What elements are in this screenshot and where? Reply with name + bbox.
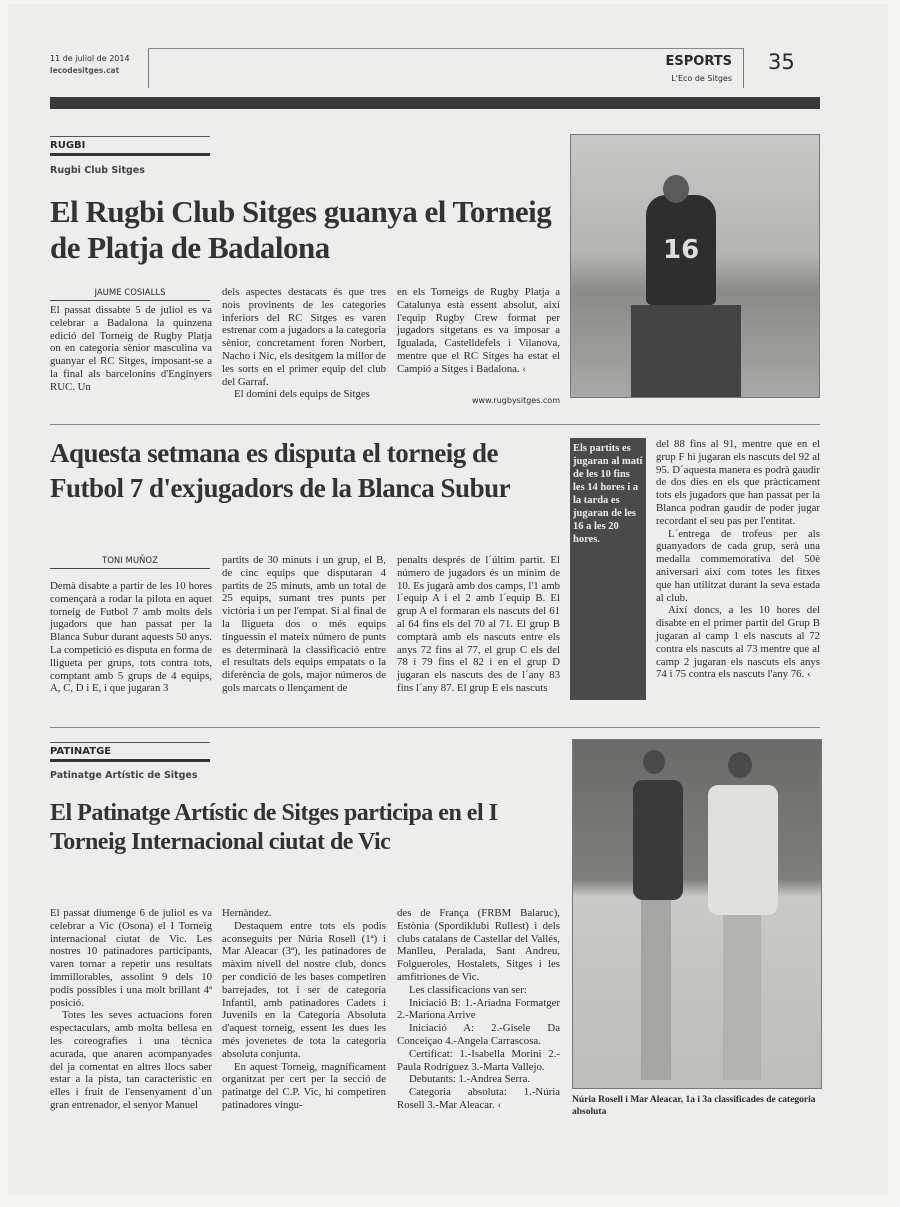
rugby-photo bbox=[570, 134, 820, 398]
divider bbox=[148, 48, 149, 88]
section-label: RUGBI bbox=[50, 136, 210, 156]
byline: TONI MUÑOZ bbox=[50, 556, 210, 569]
article-column: partits de 30 minuts i un grup, el B, de cinc equips que disputaran 4 partits de 25 minuts, amb un total de 25 equips, sumant tres punts per victòria i un per l'empat. Si al final de la lligueta dos o més equips tinguessin el mateix número de punts es determinarà la classificació entre el resultats dels equips empatats o la diferència de gols, major números de gols marcats o llençament de bbox=[222, 554, 386, 694]
headline: El Rugbi Club Sitges guanya el Torneig de Platja de Badalona bbox=[50, 194, 552, 265]
skater-figure bbox=[633, 780, 683, 900]
page-number: 35 bbox=[768, 50, 795, 74]
player-head bbox=[663, 175, 689, 203]
skater-head bbox=[728, 752, 752, 778]
section-label: PATINATGE bbox=[50, 742, 210, 762]
article-column: penalts després de l´últim partit. El número de jugadors és un mínim de 10. Es jugarà amb dos camps, l'1 amb l´equip A i el 2 amb l´equip B. El grup A el formaran els nascuts del 61 al 64 fins els del 70 al 71. El grup B comptarà amb els nascuts entre els anys 72 fins al 77, el grup C els del 78 i 79 fins el 82 i en el grup D jugaran els nascuts des de l´any 83 fins l´any 87. El grup E els nascuts bbox=[397, 554, 560, 694]
jersey-number: 16 bbox=[663, 235, 700, 265]
skater-legs bbox=[641, 900, 671, 1080]
article-column: Hernàndez. Destaquem entre tots els podis aconseguits per Núria Rosell (1ª) i Mar Aleacar (3ª), les patinadores de màxim nivell del nostre club, doncs per condició de les bases competiren barrejades, tot i ser de categoría Infantil, amb patinadores Cadets i Juvenils en la Categoria Absoluta d'aquest torneig, essent les dues les més jovenetes de tota la categoria absoluta conjunta. En aquest Torneig, magníficament organitzat per cert per la secció de patinatge del C.P. Vic, hi competiren patinadores vingu- bbox=[222, 907, 386, 1111]
header-bar bbox=[50, 97, 820, 109]
players-group bbox=[631, 305, 741, 398]
article-column: dels aspectes destacats és que tres nois provinents de les categories inferiors del RC Sitges es varen estrenar com a jugadors a la categoria sènior, concretament foren Norbert, Nacho i Nic, els desitgem la millor de les sorts en el primer equip del club del Garraf. El domini dels equips de Sitges bbox=[222, 286, 386, 401]
skaters-photo bbox=[572, 739, 822, 1089]
photo-caption: Núria Rosell i Mar Aleacar, 1a i 3a classificades de categoria absoluta bbox=[572, 1095, 816, 1117]
photo-credit: www.rugbysitges.com bbox=[471, 396, 560, 405]
subsection-label: Rugbi Club Sitges bbox=[50, 165, 145, 176]
divider bbox=[148, 48, 743, 49]
divider bbox=[743, 48, 744, 88]
article-column: El passat dissabte 5 de juliol es va celebrar a Badalona la quinzena edició del Torneig de Rugby Platja on en categoria sènior masculina va guanyar el RC Sitges, imposant-se a la final als barcelonins d'Enginyers RUC. Un bbox=[50, 304, 212, 393]
byline: JAUME COSIALLS bbox=[50, 288, 210, 301]
article-column: en els Torneigs de Rugby Platja a Catalunya està essent absolut, així l'equip Rugby Crew format per jugadors sitgetans es va imposar a Igualada, Castelldefels i Vilanova, mentre que el RC Sitges ha estat el Campió a Sitges i Badalona. ‹ bbox=[397, 286, 560, 375]
article-column: El passat diumenge 6 de juliol es va celebrar a Vic (Osona) el I Torneig internacional ciutat de Vic. Les nostres 10 patinadores participants, varen tornar a repetir uns resultats immillorables, assolint 9 dels 10 podis possibles i una molt brillant 4ª posició. Totes les seves actuacions foren espectaculars, amb molta bellesa en les coreografies i una tècnica acurada, que anaren acompanyades del ja comentat en altres llocs saber estar a la pista, tan característic en elles i fruit de l'ensenyament d`un gran entrenador, el senyor Manuel bbox=[50, 907, 212, 1111]
article-column: del 88 fins al 91, mentre que en el grup F hi jugaran els nascuts del 92 al 95. D´aquesta manera es podrà gaudir de dos dies en els que pràcticament tots els jugadors que han passat per la Blanca podran gaudir de poder jugar recordant el seu pas per l'entitat. L´entrega de trofeus per als guanyadors de cada grup, serà una medalla commemorativa del 50è aniversari així com totes les fitxes que han utilitzat durant la seva estada al club. Així doncs, a les 10 hores del disabte en el primer partit del Grup B jugaran al camp 1 els nascuts al 72 contra els nascuts al 73 mentre que al camp 2 jugaran els nascuts els anys 74 i 75 contra els nascuts l'any 76. ‹ bbox=[656, 438, 820, 681]
article-column: des de França (FRBM Balaruc), Estònia (Spordiklubi Rullest) i dels clubs catalans de Castellar del Vallés, Manlleu, Peralada, Sant Andreu, Folgueroles, Hostalets, Sitges i les amfitriones de Vic. Les classificacions van ser: Iniciació B: 1.-Ariadna Formatger 2.-Mariona Arrive Iniciació A: 2.-Gisele Da Conceiçao 4.-Angela Carrascosa. Certificat: 1.-Isabella Morini 2.-Paula Rodríguez 3.-Marta Vallejo. Debutants: 1.-Andrea Serra. Categoria absoluta: 1.-Núria Rosell 3.-Mar Aleacar. ‹ bbox=[397, 907, 560, 1111]
section-divider bbox=[50, 424, 820, 425]
section-divider bbox=[50, 727, 820, 728]
headline: El Patinatge Artístic de Sitges participa en el I Torneig Internacional ciutat de Vic bbox=[50, 800, 498, 855]
article-column: Demà disabte a partir de les 10 hores començarà a rodar la pilota en aquet torneig de Futbol 7 amb molts dels jugadors que han passat per la Blanca Subur durant aquests 50 anys. La competició es disputa en forma de lligueta per grups, tots contra tots, comptant amb 5 grups de 4 equips, A, C, D i E, i que jugaran 3 bbox=[50, 580, 212, 695]
paper-name: L'Eco de Sitges bbox=[671, 74, 732, 83]
subsection-label: Patinatge Artístic de Sitges bbox=[50, 770, 198, 781]
website: lecodesitges.cat bbox=[50, 66, 120, 75]
sidebar-quote: Els partits es jugaran al matí de les 10 fins les 14 hores i a la tarda es jugaran de les 16 a les 20 hores. bbox=[570, 438, 646, 700]
skater-head bbox=[643, 750, 665, 774]
newspaper-page bbox=[8, 4, 888, 1194]
headline: Aquesta setmana es disputa el torneig de Futbol 7 d'exjugadors de la Blanca Subur bbox=[50, 438, 511, 503]
skater-legs bbox=[723, 915, 761, 1080]
section-name: ESPORTS bbox=[665, 54, 732, 69]
skater-figure bbox=[708, 785, 778, 915]
issue-date: 11 de juliol de 2014 bbox=[50, 54, 130, 63]
